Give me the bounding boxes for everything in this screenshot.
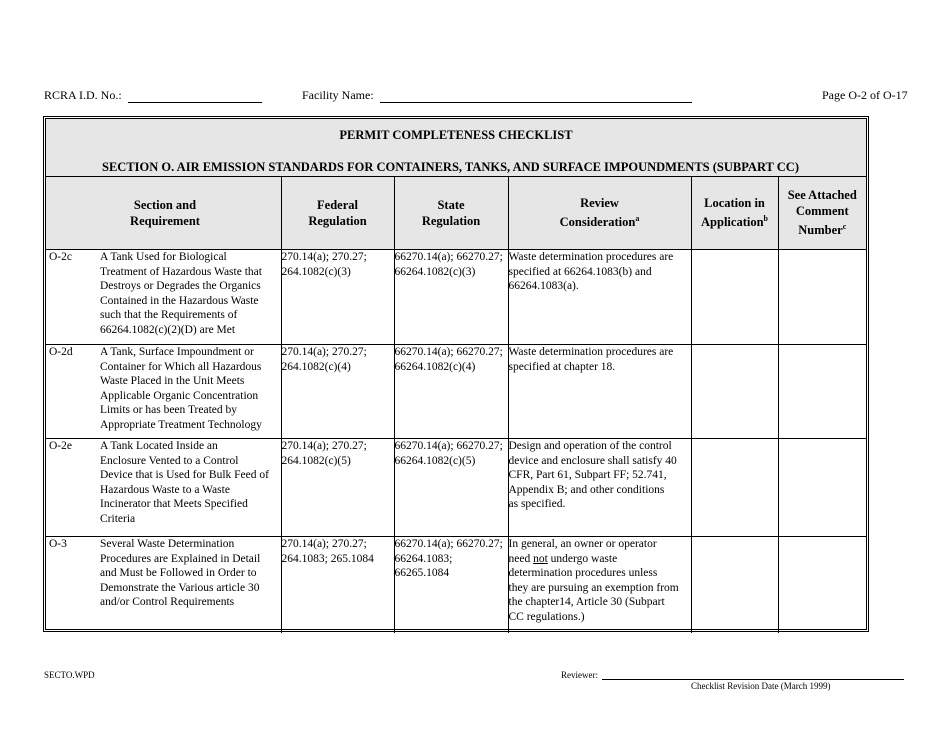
review-cell xyxy=(508,250,691,345)
header-row xyxy=(46,177,866,250)
requirement-line: Waste Placed in the Unit Meets xyxy=(100,375,245,387)
review-cell xyxy=(508,537,691,633)
col-location-line2: Application xyxy=(701,215,764,230)
checklist-table xyxy=(46,177,866,633)
federal-line: 270.14(a); 270.27; xyxy=(281,538,367,550)
federal-regulation-cell xyxy=(281,250,394,345)
col-location-header xyxy=(691,177,778,250)
review-line: Design and operation of the control xyxy=(508,440,672,452)
col-review-header xyxy=(508,177,691,250)
review-line xyxy=(509,552,691,567)
col-state-line2: Regulation xyxy=(421,214,481,228)
col-section-line2: Requirement xyxy=(130,214,200,228)
state-regulation-cell xyxy=(394,250,508,345)
review-line: CFR, Part 61, Subpart FF; 52.741, xyxy=(508,469,667,481)
section-requirement-cell xyxy=(46,439,281,537)
requirement-line: Demonstrate the Various article 30 xyxy=(100,581,260,594)
col-federal-header xyxy=(281,177,394,250)
federal-line: 270.14(a); 270.27; xyxy=(281,251,367,263)
state-line: 66264.1083; xyxy=(394,552,453,565)
location-cell[interactable] xyxy=(691,345,778,439)
requirement-line: Applicable Organic Concentration xyxy=(100,389,259,402)
col-state-line1: State xyxy=(437,198,465,212)
rcra-id-field xyxy=(44,88,262,103)
state-line: 66264.1082(c)(4) xyxy=(394,360,476,373)
reviewer-blank xyxy=(602,671,904,680)
facility-name-label: Facility Name: xyxy=(302,88,374,102)
requirement-line: A Tank Located Inside an xyxy=(100,440,218,452)
file-name: SECTO.WPD xyxy=(44,670,95,680)
requirement-line: Device that is Used for Bulk Feed of xyxy=(100,469,269,481)
col-state-header xyxy=(394,177,508,250)
checklist-title: PERMIT COMPLETENESS CHECKLIST xyxy=(339,128,573,142)
row-id: O-2c xyxy=(49,251,72,263)
requirement-line: Procedures are Explained in Detail xyxy=(100,552,261,565)
requirement-line: and/or Control Requirements xyxy=(100,596,235,608)
review-line: they are pursuing an exemption from xyxy=(508,581,679,594)
col-section-header xyxy=(46,177,281,250)
col-review-line2: Consideration xyxy=(559,215,636,230)
table-row xyxy=(46,345,866,439)
requirement-line: A Tank Used for Biological xyxy=(100,251,227,263)
state-line: 66265.1084 xyxy=(394,567,450,579)
federal-line: 270.14(a); 270.27; xyxy=(281,440,367,452)
federal-regulation-cell xyxy=(281,345,394,439)
facility-name-field xyxy=(302,88,692,103)
rcra-id-blank xyxy=(128,90,262,103)
review-line: the chapter14, Article 30 (Subpart xyxy=(508,596,665,608)
state-line: 66270.14(a); 66270.27; xyxy=(394,440,503,452)
review-line: CC regulations.) xyxy=(508,610,585,623)
row-id: O-3 xyxy=(49,538,67,550)
requirement-line: such that the Requirements of xyxy=(100,309,238,321)
col-comment-line3: Number xyxy=(798,223,843,238)
location-cell[interactable] xyxy=(691,537,778,633)
federal-line: 264.1083; 265.1084 xyxy=(281,552,374,565)
checklist-frame xyxy=(43,116,869,632)
col-comment-line1: See Attached xyxy=(787,188,857,203)
requirement-line: Hazardous Waste to a Waste xyxy=(100,483,230,496)
state-line: 66270.14(a); 66270.27; xyxy=(394,251,503,263)
col-comment-line2: Comment xyxy=(795,204,849,219)
row-id: O-2e xyxy=(49,440,72,452)
requirement-line: Destroys or Degrades the Organics xyxy=(100,280,261,292)
comment-number-cell[interactable] xyxy=(778,345,866,439)
requirement-line: Limits or has been Treated by xyxy=(100,404,238,416)
federal-line: 270.14(a); 270.27; xyxy=(281,346,367,358)
title-area xyxy=(46,119,866,177)
review-line: Waste determination procedures are xyxy=(508,251,674,263)
review-fragment: undergo waste xyxy=(547,552,618,565)
section-requirement-cell xyxy=(46,537,281,633)
page-number: Page O-2 of O-17 xyxy=(822,88,908,102)
federal-line: 264.1082(c)(3) xyxy=(281,265,351,278)
review-line: 66264.1083(a). xyxy=(508,280,579,292)
requirement-line: 66264.1082(c)(2)(D) are Met xyxy=(100,323,236,336)
state-line: 66264.1082(c)(5) xyxy=(394,454,476,467)
location-cell[interactable] xyxy=(691,439,778,537)
review-cell xyxy=(508,345,691,439)
review-line: device and enclosure shall satisfy 40 xyxy=(508,454,677,467)
review-line: Appendix B; and other conditions xyxy=(508,483,665,496)
requirement-text xyxy=(100,250,278,337)
col-comment-header xyxy=(778,177,866,250)
col-federal-line1: Federal xyxy=(317,198,358,212)
section-requirement-cell xyxy=(46,345,281,439)
rcra-id-label: RCRA I.D. No.: xyxy=(44,88,122,102)
comment-number-cell[interactable] xyxy=(778,439,866,537)
requirement-text xyxy=(100,439,278,526)
review-fragment: need xyxy=(508,552,534,565)
comment-number-cell[interactable] xyxy=(778,250,866,345)
section-requirement-cell xyxy=(46,250,281,345)
col-comment-footnote: c xyxy=(842,222,847,232)
state-regulation-cell xyxy=(394,537,508,633)
review-line: In general, an owner or operator xyxy=(508,538,657,550)
requirement-line: and Must be Followed in Order to xyxy=(100,567,257,579)
col-location-line1: Location in xyxy=(704,196,765,211)
review-line: as specified. xyxy=(508,498,566,510)
reviewer-field xyxy=(561,670,904,680)
federal-regulation-cell xyxy=(281,439,394,537)
requirement-line: Several Waste Determination xyxy=(100,538,235,550)
col-review-line1: Review xyxy=(580,196,619,211)
requirement-text xyxy=(100,537,278,610)
state-line: 66264.1082(c)(3) xyxy=(394,265,476,278)
federal-line: 264.1082(c)(4) xyxy=(281,360,351,373)
requirement-line: Enclosure Vented to a Control xyxy=(100,454,239,467)
table-row xyxy=(46,537,866,633)
review-cell xyxy=(508,439,691,537)
section-title: SECTION O. AIR EMISSION STANDARDS FOR CONTAINERS, TANKS, AND SURFACE IMPOUNDMENTS (SUBPART CC) xyxy=(102,160,799,174)
review-line: specified at 66264.1083(b) and xyxy=(508,265,652,278)
col-location-footnote: b xyxy=(763,214,768,224)
col-federal-line2: Regulation xyxy=(308,214,367,228)
revision-date: Checklist Revision Date (March 1999) xyxy=(691,681,831,691)
requirement-line: Appropriate Treatment Technology xyxy=(100,418,262,431)
reviewer-label: Reviewer: xyxy=(561,670,598,680)
col-review-footnote: a xyxy=(635,214,640,224)
state-regulation-cell xyxy=(394,439,508,537)
col-section-line1: Section and xyxy=(133,198,197,212)
requirement-line: Container for Which all Hazardous xyxy=(100,360,262,373)
requirement-line: A Tank, Surface Impoundment or xyxy=(100,346,254,358)
location-cell[interactable] xyxy=(691,250,778,345)
review-emphasis: not xyxy=(533,552,548,565)
comment-number-cell[interactable] xyxy=(778,537,866,633)
requirement-line: Contained in the Hazardous Waste xyxy=(100,294,259,307)
state-line: 66270.14(a); 66270.27; xyxy=(394,538,503,550)
row-id: O-2d xyxy=(49,346,73,358)
requirement-line: Criteria xyxy=(100,512,136,525)
federal-regulation-cell xyxy=(281,537,394,633)
requirement-line: Incinerator that Meets Specified xyxy=(100,498,248,510)
requirement-text xyxy=(100,345,278,432)
federal-line: 264.1082(c)(5) xyxy=(281,454,351,467)
table-row xyxy=(46,250,866,345)
review-line: determination procedures unless xyxy=(508,567,658,579)
table-row xyxy=(46,439,866,537)
requirement-line: Treatment of Hazardous Waste that xyxy=(100,265,262,278)
review-line: specified at chapter 18. xyxy=(508,360,616,373)
review-line: Waste determination procedures are xyxy=(508,346,674,358)
facility-name-blank xyxy=(380,90,692,103)
state-line: 66270.14(a); 66270.27; xyxy=(394,346,503,358)
state-regulation-cell xyxy=(394,345,508,439)
